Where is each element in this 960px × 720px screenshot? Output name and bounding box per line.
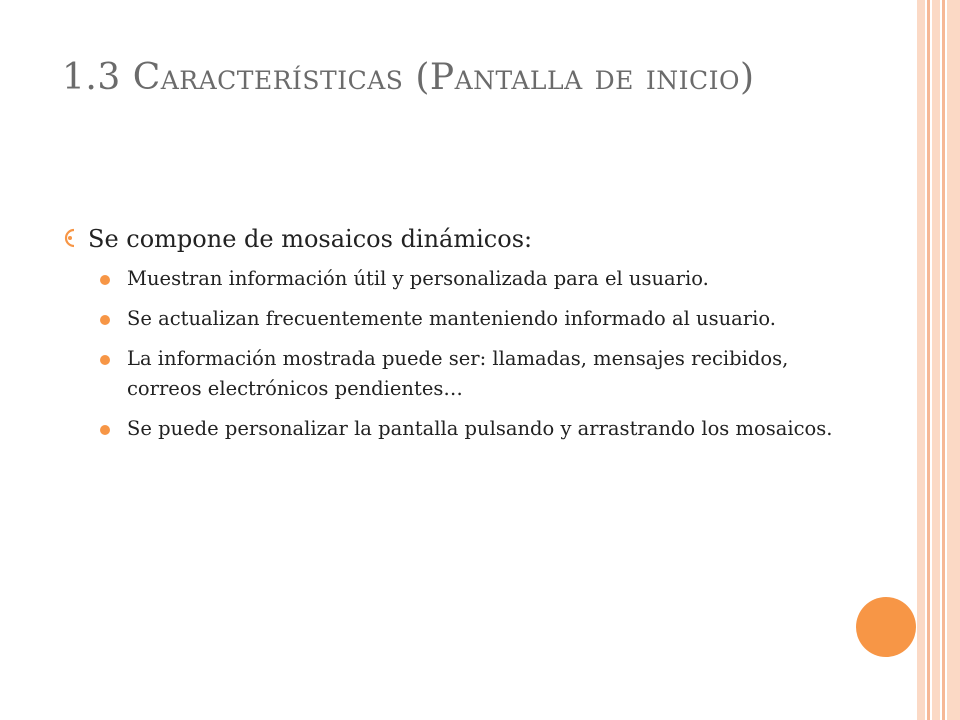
slide-content bbox=[62, 222, 842, 454]
bullet-level2-item bbox=[100, 414, 842, 444]
slide-title: 1.3 Características (Pantalla de inicio) bbox=[62, 57, 755, 98]
orange-dot-icon bbox=[100, 355, 110, 365]
bullet-level2-item bbox=[100, 344, 842, 404]
bullet-sublist bbox=[62, 264, 842, 444]
bullet-level2-text: Muestran información útil y personalizada para el usuario. bbox=[127, 267, 709, 290]
orange-dot-icon bbox=[100, 315, 110, 325]
orange-dot-icon bbox=[100, 425, 110, 435]
bullet-level2-text: La información mostrada puede ser: llamadas, mensajes recibidos, correos electrónicos pendientes… bbox=[127, 347, 789, 400]
bullet-level2-item bbox=[100, 304, 842, 334]
bullet-level2-text: Se actualizan frecuentemente manteniendo informado al usuario. bbox=[127, 307, 776, 330]
bullet-level2-item bbox=[100, 264, 842, 294]
right-stripe-5 bbox=[947, 0, 960, 720]
bullet-level1-text: Se compone de mosaicos dinámicos: bbox=[88, 225, 533, 253]
right-stripe-4 bbox=[942, 0, 945, 720]
decorative-circle bbox=[856, 597, 916, 657]
right-stripe-2 bbox=[927, 0, 930, 720]
orange-hollow-circle-icon bbox=[62, 227, 78, 249]
right-stripe-3 bbox=[932, 0, 940, 720]
right-stripe-1 bbox=[917, 0, 925, 720]
orange-dot-icon bbox=[100, 275, 110, 285]
bullet-level1 bbox=[62, 222, 842, 256]
bullet-level2-text: Se puede personalizar la pantalla pulsando y arrastrando los mosaicos. bbox=[127, 417, 833, 440]
